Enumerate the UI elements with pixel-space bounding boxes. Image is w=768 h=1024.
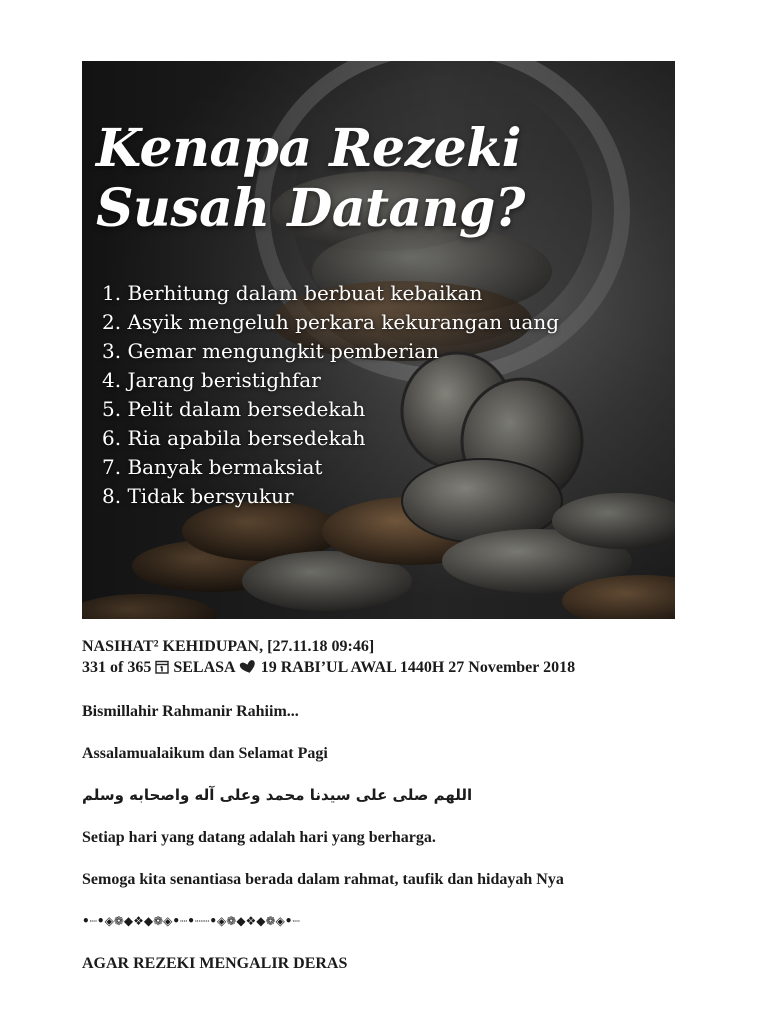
list-item: 6. Ria apabila bersedekah xyxy=(102,426,366,450)
post-content xyxy=(82,636,722,974)
arabic-salawat: اللهم صلى على سيدنا محمد وعلى آله واصحابه وسلم xyxy=(82,786,473,804)
poster-title-line1: Kenapa Rezeki xyxy=(96,118,521,179)
bismillah: Bismillahir Rahmanir Rahiim... xyxy=(82,703,299,720)
poster-title-line2: Susah Datang? xyxy=(96,178,525,239)
post-header-line1: NASIHAT² KEHIDUPAN, [27.11.18 09:46] xyxy=(82,638,375,655)
greeting: Assalamualaikum dan Selamat Pagi xyxy=(82,745,328,762)
paragraph: Setiap hari yang datang adalah hari yang berharga. xyxy=(82,829,436,846)
list-item: 5. Pelit dalam bersedekah xyxy=(102,397,366,421)
section-heading: AGAR REZEKI MENGALIR DERAS xyxy=(82,955,348,972)
list-item: 3. Gemar mengungkit pemberian xyxy=(102,339,440,363)
heart-icon xyxy=(239,659,257,680)
list-item: 4. Jarang beristighfar xyxy=(102,368,321,392)
poster-list xyxy=(102,279,559,511)
poster-title xyxy=(96,119,656,239)
weekday: SELASA xyxy=(173,659,235,676)
list-item: 2. Asyik mengeluh perkara kekurangan uang xyxy=(102,310,560,334)
date-text: 19 RABI’UL AWAL 1440H 27 November 2018 xyxy=(260,659,576,676)
day-count: 331 of 365 xyxy=(82,659,152,676)
post-header-line2 xyxy=(82,657,722,680)
list-item: 1. Berhitung dalam berbuat kebaikan xyxy=(102,281,483,305)
paragraph: Semoga kita senantiasa berada dalam rahmat, taufik dan hidayah Nya xyxy=(82,871,564,888)
ornamental-divider: •┈•◈❁◆❖◆❁◈•┈•┈┈•◈❁◆❖◆❁◈•┈ xyxy=(82,914,300,928)
poster-image xyxy=(82,61,675,619)
calendar-icon xyxy=(155,659,169,680)
list-item: 8. Tidak bersyukur xyxy=(102,484,294,508)
list-item: 7. Banyak bermaksiat xyxy=(102,455,323,479)
